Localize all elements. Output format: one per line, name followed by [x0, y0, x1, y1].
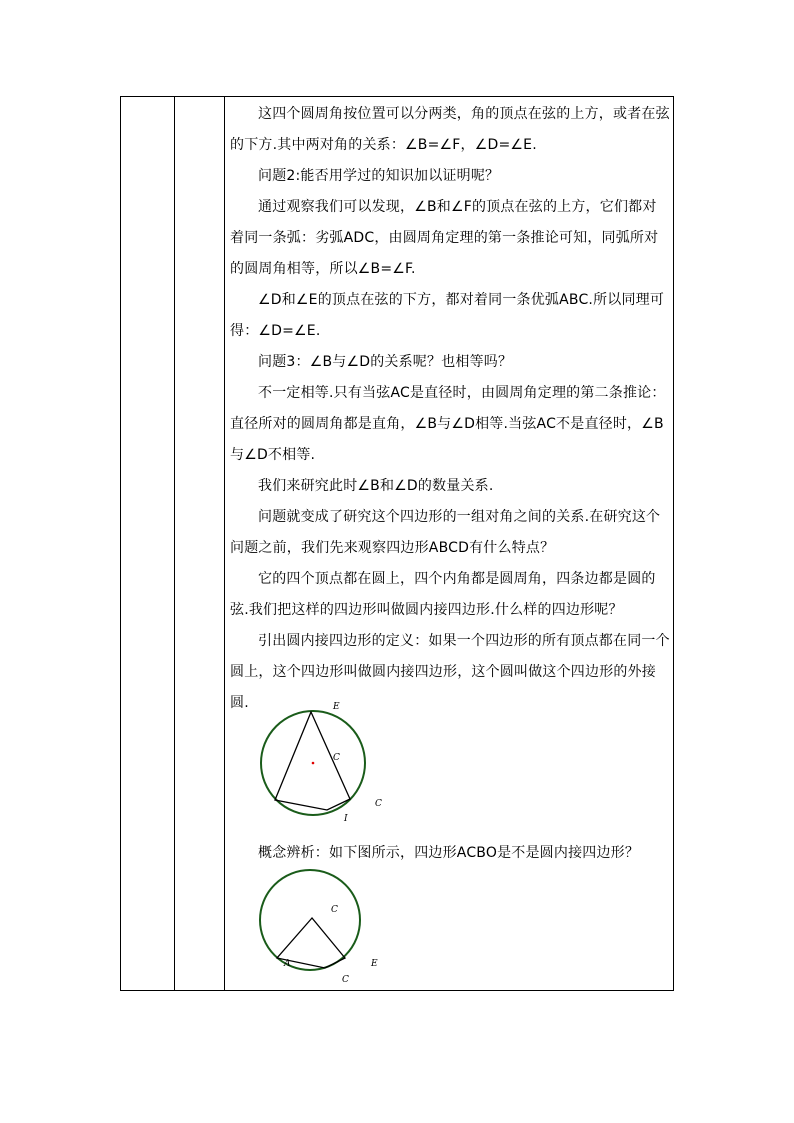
paragraph: 不一定相等.只有当弦AC是直径时，由圆周角定理的第二条推论：直径所对的圆周角都是直角，∠B与∠D相等.当弦AC不是直径时，∠B与∠D不相等. [230, 385, 666, 463]
vertex-label: E [371, 959, 378, 969]
question-3: 问题3：∠B与∠D的关系呢？也相等吗？ [258, 354, 513, 370]
lesson-content [230, 99, 670, 719]
vertex-label: C [342, 975, 349, 985]
vertex-label: I [344, 814, 348, 824]
table-column-divider [174, 97, 175, 990]
vertex-label: C [375, 799, 382, 809]
concept-section [230, 838, 670, 869]
table-column-divider [224, 97, 225, 990]
figure-quadrilateral-acbo [255, 868, 395, 988]
paragraph: ∠D和∠E的顶点在弦的下方，都对着同一条优弧ABC.所以同理可得：∠D=∠E. [230, 292, 665, 339]
vertex-label: C [331, 905, 338, 915]
question-2: 问题2:能否用学过的知识加以证明呢？ [258, 168, 500, 184]
paragraph: 我们来研究此时∠B和∠D的数量关系. [258, 478, 494, 494]
vertex-label: C [333, 753, 340, 763]
paragraph: 问题就变成了研究这个四边形的一组对角之间的关系.在研究这个问题之前，我们先来观察四边形ABCD有什么特点？ [230, 509, 661, 556]
concept-question: 概念辨析：如下图所示，四边形ACBO是不是圆内接四边形？ [258, 845, 640, 861]
paragraph: 通过观察我们可以发现，∠B和∠F的顶点在弦的上方，它们都对着同一条弧：劣弧ADC，由圆周角定理的第一条推论可知，同弧所对的圆周角相等，所以∠B=∠F. [230, 199, 659, 277]
paragraph: 这四个圆周角按位置可以分两类，角的顶点在弦的上方，或者在弦的下方.其中两对角的关系：∠B=∠F，∠D=∠E. [230, 106, 670, 153]
paragraph: 它的四个顶点都在圆上，四个内角都是圆周角，四条边都是圆的弦.我们把这样的四边形叫做圆内接四边形.什么样的四边形呢？ [230, 571, 656, 618]
vertex-label: E [333, 702, 340, 712]
definition-paragraph: 引出圆内接四边形的定义：如果一个四边形的所有顶点都在同一个圆上，这个四边形叫做圆内接四边形，这个圆叫做这个四边形的外接圆. [230, 633, 670, 711]
vertex-label: A [284, 959, 291, 969]
figure-inscribed-quadrilateral [255, 700, 395, 830]
center-dot [312, 762, 315, 765]
